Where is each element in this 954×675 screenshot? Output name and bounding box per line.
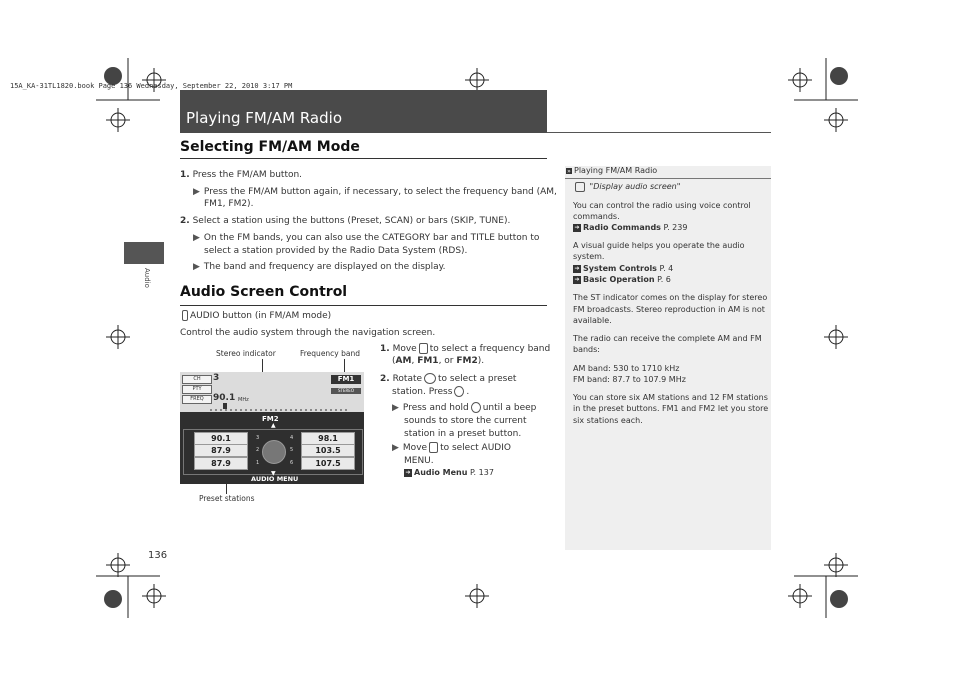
ref-radio-commands: ➔ Radio Commands P. 239 [574,223,688,232]
sb-p5a: AM band: 530 to 1710 kHz [573,364,680,373]
section-heading-audio-screen: Audio Screen Control [180,284,348,300]
step-1-sub: ▶ Press the FM/AM button again, if necessary, to select the frequency band (AM, [193,187,557,197]
ch-label: CH [182,375,212,384]
preset-number: 3 [256,435,260,441]
instr-2: 2. Rotate to select a preset [380,374,517,384]
side-tab [124,242,164,264]
preset-button[interactable]: 87.9 [194,457,248,470]
sb-p6b: in the preset buttons. FM1 and FM2 let you store [573,404,769,413]
sb-p3a: The ST indicator comes on the display for stereo [573,293,768,302]
instr-sub1-cont2: station in a preset button. [404,429,522,439]
sb-p2a: A visual guide helps you operate the audio [573,241,745,250]
ref-system-controls: ➔ System Controls P. 4 [574,264,674,273]
instr-1: 1. Move to select a frequency band [380,344,551,354]
instr-sub2-cont: MENU. [404,456,434,466]
section-heading-fm-am-mode: Selecting FM/AM Mode [180,139,360,155]
callout-preset: Preset stations [199,494,255,503]
step-2-sub2: ▶ The band and frequency are displayed on the display. [193,262,446,272]
sb-p2b: system. [573,252,605,261]
sb-p4a: The radio can receive the complete AM and FM [573,334,762,343]
sb-p6c: six stations each. [573,416,643,425]
ref-audio-menu: ➔ Audio Menu P. 137 [405,468,494,477]
instr-sub1: ▶ Press and hold until a beep [392,403,537,413]
instr-sub1-cont: sounds to store the current [404,416,527,426]
voice-button-icon [182,310,188,321]
step-2-sub1-cont: select a station provided by the Radio Data System (RDS). [204,246,468,256]
audio-screen [180,372,364,484]
freq-value: 90.1 [213,393,236,403]
preset-number: 6 [290,460,294,466]
preset-number: 2 [256,447,260,453]
step-1: 1. Press the FM/AM button. [180,170,303,180]
print-header: 15A_KA-31TL1820.book Page 136 Wednesday, September 22, 2010 3:17 PM [10,82,293,90]
sb-p3b: FM broadcasts. Stereo reproduction in AM is not [573,305,765,314]
page-title: Playing FM/AM Radio [186,109,342,127]
instr-1-cont: (AM, FM1, or FM2). [392,356,485,366]
up-arrow-icon: ▲ [271,422,276,429]
sb-p6a: You can store six AM stations and 12 FM stations [573,393,768,402]
pty-label: PTY [182,385,212,394]
freq-unit: MHz [238,397,249,403]
reference-arrow-icon: ➔ [405,468,411,476]
sb-p5b: FM band: 87.7 to 107.9 MHz [573,375,686,384]
callout-frequency-band: Frequency band [300,349,360,358]
dial-press-icon [471,402,481,413]
stereo-indicator: STEREO [331,388,361,394]
preset-number: 1 [256,460,260,466]
section-rule-2 [180,305,547,306]
preset-button[interactable]: 87.9 [194,444,248,457]
freq-label: FREQ [182,395,212,404]
instr-sub2: ▶ Move to select AUDIO [392,443,511,453]
dial-down-icon [429,442,438,453]
step-2: 2. Select a station using the buttons (Preset, SCAN) or bars (SKIP, TUNE). [180,216,511,226]
sb-p1a: You can control the radio using voice control [573,201,751,210]
tune-scale [210,409,350,411]
audio-menu-label[interactable]: AUDIO MENU [251,475,299,483]
sb-p3c: available. [573,316,612,325]
dial-press-icon [454,386,464,397]
ref-basic-operation: ➔ Basic Operation P. 6 [574,275,671,284]
header-arrow-icon: » [567,167,571,175]
voice-command: "Display audio screen" [573,181,680,193]
interface-dial-knob[interactable] [262,440,286,464]
instr-2-cont: station. Press . [392,387,470,397]
preset-button[interactable]: 103.5 [301,444,355,457]
reference-arrow-icon: ➔ [574,223,580,231]
step-2-sub1: ▶ On the FM bands, you can also use the CATEGORY bar and TITLE button to [193,233,540,243]
side-label: Audio [143,268,151,288]
callout-stereo: Stereo indicator [216,349,276,358]
reference-arrow-icon: ➔ [574,275,580,283]
dial-up-icon [419,343,428,354]
step-1-sub-cont: FM1, FM2). [204,199,254,209]
band-tab[interactable]: FM2 [262,415,279,423]
sidebar-header: » Playing FM/AM Radio [567,166,658,175]
preset-number: 4 [290,435,294,441]
audio-intro: Control the audio system through the navigation screen. [180,328,436,338]
preset-button[interactable]: 107.5 [301,457,355,470]
band-indicator: FM1 [331,375,361,384]
button-line: AUDIO button (in FM/AM mode) [180,310,331,322]
ch-value: 3 [213,373,220,383]
voice-command-icon [575,182,585,192]
reference-arrow-icon: ➔ [574,264,580,272]
title-rule [547,132,771,133]
sb-p1b: commands. [573,212,620,221]
sidebar-rule [565,178,771,179]
tune-marker [223,403,227,409]
preset-button[interactable]: 90.1 [194,432,248,445]
section-rule [180,158,547,159]
sb-p4b: bands: [573,345,600,354]
dial-rotate-icon [424,373,436,384]
preset-button[interactable]: 98.1 [301,432,355,445]
preset-number: 5 [290,447,294,453]
page-number: 136 [148,550,168,561]
down-arrow-icon: ▼ [271,470,276,477]
